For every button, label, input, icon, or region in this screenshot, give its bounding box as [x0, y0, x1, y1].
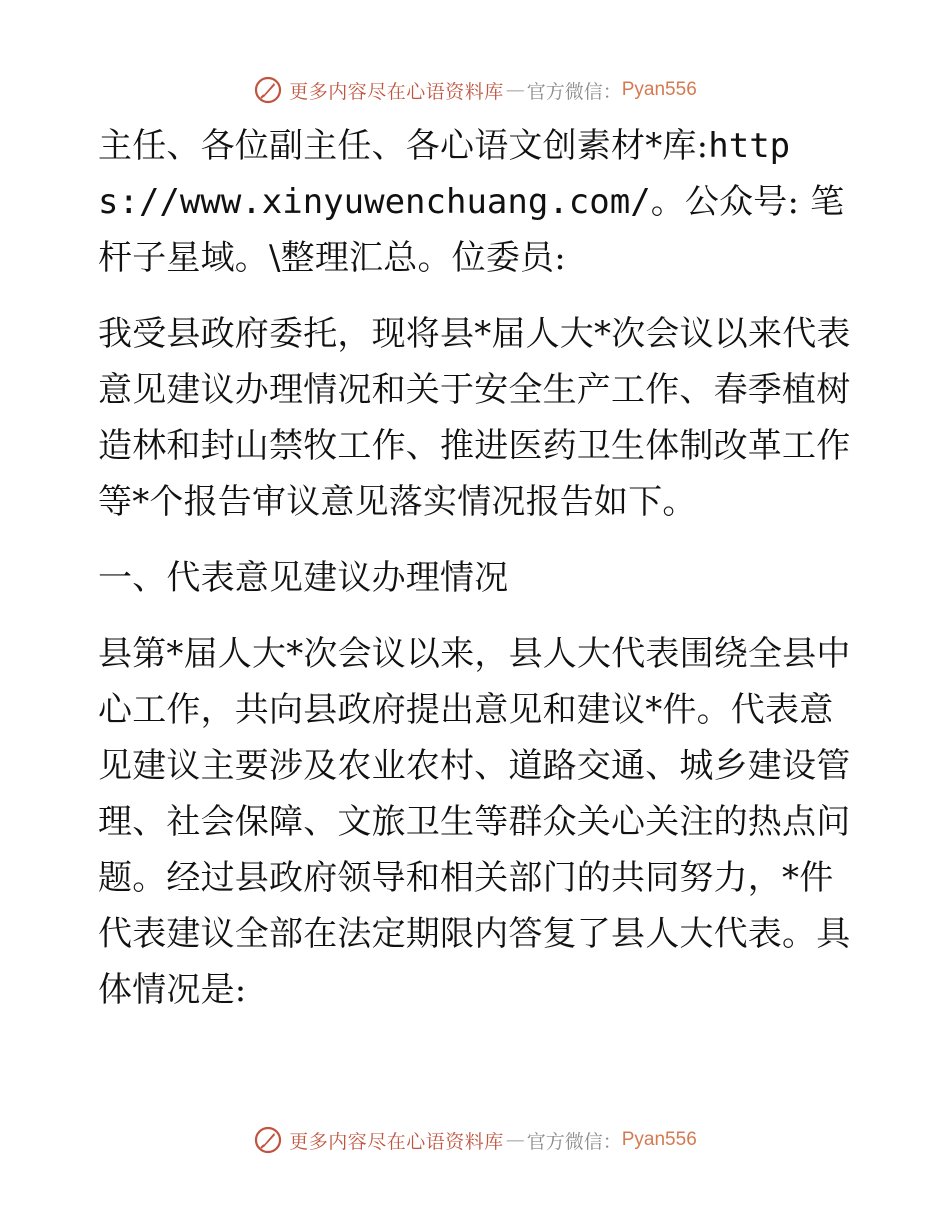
banner-wechat-id: Pyan556 — [621, 79, 697, 100]
banner-brand-text: 更多内容尽在心语资料库 — [289, 80, 504, 103]
banner-dash: — — [505, 79, 525, 101]
banner-wechat-id: Pyan556 — [621, 1129, 697, 1150]
feather-pen-logo-icon — [253, 75, 283, 105]
document-body — [98, 118, 858, 1038]
banner-brand-text: 更多内容尽在心语资料库 — [289, 1130, 504, 1153]
section-heading-1: 一、代表意见建议办理情况 — [98, 558, 509, 598]
banner-wechat-label: 官方微信： — [526, 1130, 622, 1153]
paragraph-intro: 我受县政府委托，现将县*届人大*次会议以来代表意见建议办理情况和关于安全生产工作、春季植树造林和封山禁牧工作、推进医药卫生体制改革工作等*个报告审议意见落实情况报告如下。 — [98, 314, 851, 522]
feather-pen-logo-icon — [253, 1125, 283, 1155]
paragraph-section-1: 县第*届人大*次会议以来，县人大代表围绕全县中心工作，共向县政府提出意见和建议*件。代表意见建议主要涉及农业农村、道路交通、城乡建设管理、社会保障、文旅卫生等群众关心关注的热点问题。经过县政府领导和相关部门的共同努力，*件代表建议全部在法定期限内答复了县人大代表。具体情况是: — [98, 634, 851, 1010]
banner-wechat-label: 官方微信： — [526, 80, 622, 103]
paragraph-salutation — [98, 118, 858, 286]
header-watermark-banner — [0, 70, 950, 110]
salutation-text: 主任、各位副主任、各心语文创素材*库: — [98, 126, 709, 166]
website-url: https://www.xinyuwenchuang.com/ — [98, 126, 791, 222]
salutation-tail: 。公众号: 笔杆子星域。\整理汇总。位委员: — [98, 182, 845, 278]
banner-dash: — — [505, 1129, 525, 1151]
footer-watermark-banner — [0, 1120, 950, 1160]
